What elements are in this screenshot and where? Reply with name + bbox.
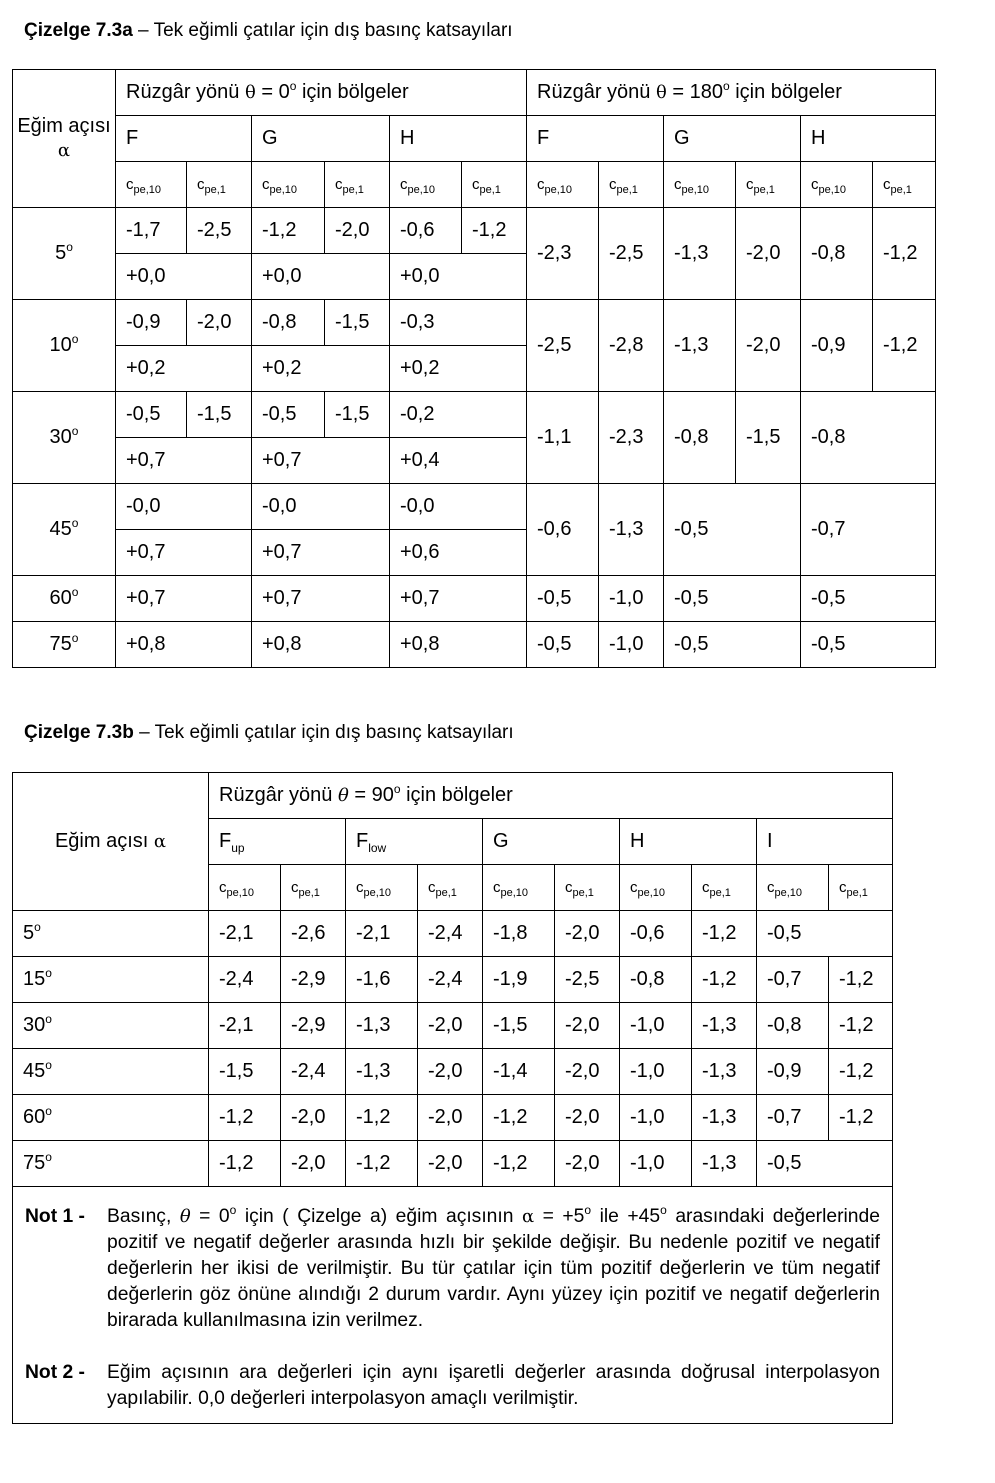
zone-g: G <box>252 116 390 162</box>
table-row <box>13 1095 893 1141</box>
value-cell: -1,3 <box>664 208 736 300</box>
note-1-label: Not 1 - <box>25 1206 85 1227</box>
cpe10-header: $c_{pe,10}$ <box>346 865 418 911</box>
value-cell: -2,1 <box>209 1003 281 1049</box>
cpe10-header: $c_{pe,10}$ <box>664 162 736 208</box>
value-cell: -1,5 <box>325 392 390 438</box>
note-2-label: Not 2 - <box>25 1362 85 1383</box>
value-cell: -0,5 <box>116 392 187 438</box>
wind-dir-90-header: Rüzgâr yönü $\theta = 90^o$ için bölgeler <box>209 773 893 819</box>
value-cell: +0,8 <box>252 622 390 668</box>
zone-h-180: H <box>801 116 936 162</box>
value-cell: -2,0 <box>555 1141 620 1187</box>
table-a-caption-text: – Tek eğimli çatılar için dış basınç katsayıları <box>132 20 513 41</box>
value-cell: -1,2 <box>346 1141 418 1187</box>
zone-f-180: F <box>527 116 664 162</box>
value-cell: -2,0 <box>187 300 252 346</box>
value-cell: -0,0 <box>390 484 527 530</box>
value-cell: +0,7 <box>252 576 390 622</box>
angle-cell: 60$^o$ <box>13 576 116 622</box>
value-cell: -1,2 <box>209 1095 281 1141</box>
value-cell: +0,0 <box>390 254 527 300</box>
value-cell: -0,9 <box>801 300 873 392</box>
value-cell: -2,4 <box>418 957 483 1003</box>
value-cell: -0,8 <box>620 957 692 1003</box>
angle-cell: 75$^o$ <box>13 622 116 668</box>
table-row <box>13 957 893 1003</box>
value-cell: -0,8 <box>757 1003 829 1049</box>
angle-cell: 60$^o$ <box>13 1095 209 1141</box>
value-cell: -0,9 <box>116 300 187 346</box>
value-cell: +0,4 <box>390 438 527 484</box>
zone-g: G <box>483 819 620 865</box>
value-cell: -1,6 <box>346 957 418 1003</box>
value-cell: -0,5 <box>757 911 893 957</box>
angle-cell: 45$^o$ <box>13 1049 209 1095</box>
angle-cell: 30$^o$ <box>13 392 116 484</box>
cpe10-header: $c_{pe,10}$ <box>483 865 555 911</box>
value-cell: -2,3 <box>599 392 664 484</box>
table-b-caption <box>24 722 514 744</box>
value-cell: +0,7 <box>252 530 390 576</box>
value-cell: -2,4 <box>418 911 483 957</box>
value-cell: -0,5 <box>664 622 801 668</box>
value-cell: -2,5 <box>187 208 252 254</box>
value-cell: +0,2 <box>116 346 252 392</box>
value-cell: -1,3 <box>599 484 664 576</box>
value-cell: -0,0 <box>252 484 390 530</box>
value-cell: -2,0 <box>281 1095 346 1141</box>
value-cell: -1,2 <box>829 957 893 1003</box>
coefficient-header-row <box>13 162 936 208</box>
value-cell: -2,0 <box>418 1049 483 1095</box>
value-cell: +0,7 <box>116 576 252 622</box>
value-cell: -1,3 <box>692 1049 757 1095</box>
table-row <box>13 1049 893 1095</box>
value-cell: -1,1 <box>527 392 599 484</box>
zone-flow: $F_{low}$ <box>346 819 483 865</box>
value-cell: -0,6 <box>527 484 599 576</box>
value-cell: -1,8 <box>483 911 555 957</box>
value-cell: -1,2 <box>829 1003 893 1049</box>
angle-cell: 10$^o$ <box>13 300 116 392</box>
value-cell: -2,4 <box>209 957 281 1003</box>
value-cell: -0,7 <box>757 1095 829 1141</box>
value-cell: -2,9 <box>281 957 346 1003</box>
zone-g-180: G <box>664 116 801 162</box>
value-cell: -0,8 <box>801 392 936 484</box>
table-row <box>13 300 936 346</box>
value-cell: -2,9 <box>281 1003 346 1049</box>
value-cell: -1,2 <box>873 208 936 300</box>
cpe10-header: $c_{pe,10}$ <box>527 162 599 208</box>
value-cell: -2,0 <box>418 1095 483 1141</box>
value-cell: -1,2 <box>209 1141 281 1187</box>
value-cell: -2,5 <box>599 208 664 300</box>
value-cell: -2,5 <box>527 300 599 392</box>
value-cell: -2,3 <box>527 208 599 300</box>
cpe10-header: $c_{pe,10}$ <box>209 865 281 911</box>
value-cell: -1,2 <box>829 1095 893 1141</box>
table-b-caption-label: Çizelge 7.3b <box>24 722 134 743</box>
value-cell: -0,5 <box>664 484 801 576</box>
value-cell: +0,0 <box>252 254 390 300</box>
cpe1-header: $c_{pe,1}$ <box>325 162 390 208</box>
value-cell: -0,5 <box>801 576 936 622</box>
value-cell: -0,6 <box>390 208 462 254</box>
value-cell: -2,0 <box>555 1003 620 1049</box>
value-cell: -2,0 <box>418 1003 483 1049</box>
cpe10-header: $c_{pe,10}$ <box>252 162 325 208</box>
value-cell: -1,3 <box>346 1049 418 1095</box>
cpe1-header: $c_{pe,1}$ <box>462 162 527 208</box>
value-cell: -1,0 <box>599 622 664 668</box>
note-2-text: Eğim açısının ara değerleri için aynı işaretli değerler arasında doğrusal interpolasyon yapılabilir. 0,0 değerleri interpolasyon amaçlı verilmiştir. <box>107 1362 880 1409</box>
value-cell: -0,7 <box>801 484 936 576</box>
value-cell: -2,5 <box>555 957 620 1003</box>
angle-cell: 30$^o$ <box>13 1003 209 1049</box>
value-cell: -2,0 <box>418 1141 483 1187</box>
value-cell: -2,8 <box>599 300 664 392</box>
value-cell: -1,5 <box>483 1003 555 1049</box>
value-cell: -1,2 <box>483 1095 555 1141</box>
zone-i: I <box>757 819 893 865</box>
value-cell: -0,2 <box>390 392 527 438</box>
table-row <box>13 576 936 622</box>
value-cell: -0,5 <box>252 392 325 438</box>
table-a-caption <box>24 20 513 42</box>
value-cell: +0,2 <box>252 346 390 392</box>
value-cell: -2,6 <box>281 911 346 957</box>
value-cell: -1,0 <box>620 1095 692 1141</box>
value-cell: +0,7 <box>390 576 527 622</box>
table-a <box>12 69 936 668</box>
angle-cell: 5$^o$ <box>13 911 209 957</box>
value-cell: -0,3 <box>390 300 527 346</box>
cpe10-header: $c_{pe,10}$ <box>116 162 187 208</box>
value-cell: -1,3 <box>664 300 736 392</box>
value-cell: -0,9 <box>757 1049 829 1095</box>
value-cell: -1,9 <box>483 957 555 1003</box>
value-cell: -1,2 <box>829 1049 893 1095</box>
table-row <box>13 1003 893 1049</box>
cpe1-header: $c_{pe,1}$ <box>281 865 346 911</box>
value-cell: -0,5 <box>664 576 801 622</box>
value-cell: -2,0 <box>325 208 390 254</box>
value-cell: -1,3 <box>692 1141 757 1187</box>
value-cell: -1,2 <box>462 208 527 254</box>
value-cell: -2,0 <box>555 1095 620 1141</box>
value-cell: -1,5 <box>209 1049 281 1095</box>
value-cell: -1,0 <box>620 1003 692 1049</box>
value-cell: -1,3 <box>692 1095 757 1141</box>
value-cell: -2,0 <box>555 911 620 957</box>
value-cell: +0,7 <box>116 438 252 484</box>
value-cell: -2,0 <box>736 300 801 392</box>
cpe1-header: $c_{pe,1}$ <box>873 162 936 208</box>
value-cell: +0,8 <box>390 622 527 668</box>
value-cell: -1,3 <box>346 1003 418 1049</box>
value-cell: -2,0 <box>736 208 801 300</box>
note-1 <box>25 1204 880 1334</box>
value-cell: -1,2 <box>873 300 936 392</box>
value-cell: -1,0 <box>620 1141 692 1187</box>
table-b-caption-text: – Tek eğimli çatılar için dış basınç katsayıları <box>133 722 514 743</box>
value-cell: -1,2 <box>252 208 325 254</box>
value-cell: -0,5 <box>527 622 599 668</box>
table-b <box>12 772 893 1424</box>
value-cell: -0,5 <box>527 576 599 622</box>
value-cell: +0,8 <box>116 622 252 668</box>
note-1-text: Basınç, $\theta = 0^o$ için ( Çizelge a) eğim açısının $\alpha = +5^o$ ile $+45^o$ arasındaki değerlerinde pozitif ve negatif değerler arasında hızlı bir şekilde değişir. Bu nedenle pozitif ve negatif değerlerin her ikisi de verilmiştir. Bu tür çatılar için tüm pozitif değerlerin ve tüm negatif değerlerin göz önüne alındığı 2 durum vardır. Aynı yüzey için pozitif ve negatif değerlerin birarada kullanılmasına izin verilmez. <box>107 1203 880 1331</box>
value-cell: -0,8 <box>801 208 873 300</box>
value-cell: -2,4 <box>281 1049 346 1095</box>
table-row <box>13 484 936 530</box>
value-cell: -0,8 <box>252 300 325 346</box>
value-cell: -1,7 <box>116 208 187 254</box>
cpe1-header: $c_{pe,1}$ <box>692 865 757 911</box>
value-cell: -1,5 <box>325 300 390 346</box>
value-cell: -1,0 <box>620 1049 692 1095</box>
cpe1-header: $c_{pe,1}$ <box>418 865 483 911</box>
zone-fup: $F_{up}$ <box>209 819 346 865</box>
value-cell: -1,2 <box>692 957 757 1003</box>
value-cell: -2,1 <box>209 911 281 957</box>
angle-header: Eğim açısı α <box>13 70 116 208</box>
cpe1-header: $c_{pe,1}$ <box>555 865 620 911</box>
table-row <box>13 208 936 254</box>
cpe10-header: $c_{pe,10}$ <box>390 162 462 208</box>
value-cell: -1,2 <box>692 911 757 957</box>
value-cell: +0,6 <box>390 530 527 576</box>
value-cell: -0,7 <box>757 957 829 1003</box>
value-cell: -1,5 <box>187 392 252 438</box>
value-cell: -1,5 <box>736 392 801 484</box>
value-cell: +0,7 <box>116 530 252 576</box>
value-cell: -2,0 <box>555 1049 620 1095</box>
cpe1-header: $c_{pe,1}$ <box>599 162 664 208</box>
angle-cell: 75$^o$ <box>13 1141 209 1187</box>
value-cell: +0,2 <box>390 346 527 392</box>
value-cell: -1,4 <box>483 1049 555 1095</box>
value-cell: -0,8 <box>664 392 736 484</box>
cpe1-header: $c_{pe,1}$ <box>187 162 252 208</box>
value-cell: -0,6 <box>620 911 692 957</box>
table-row <box>13 392 936 438</box>
cpe10-header: $c_{pe,10}$ <box>757 865 829 911</box>
zone-h: H <box>390 116 527 162</box>
cpe1-header: $c_{pe,1}$ <box>736 162 801 208</box>
note-2 <box>25 1360 880 1412</box>
notes-cell <box>13 1187 893 1424</box>
cpe1-header: $c_{pe,1}$ <box>829 865 893 911</box>
cpe10-header: $c_{pe,10}$ <box>620 865 692 911</box>
wind-dir-0-header: Rüzgâr yönü $\theta = 0^o$ için bölgeler <box>116 70 527 116</box>
zone-h: H <box>620 819 757 865</box>
zone-f: F <box>116 116 252 162</box>
cpe10-header: $c_{pe,10}$ <box>801 162 873 208</box>
table-a-caption-label: Çizelge 7.3a <box>24 20 133 41</box>
table-row <box>13 911 893 957</box>
angle-cell: 15$^o$ <box>13 957 209 1003</box>
value-cell: -2,1 <box>346 911 418 957</box>
table-row <box>13 622 936 668</box>
value-cell: -1,2 <box>483 1141 555 1187</box>
wind-dir-180-header: Rüzgâr yönü $\theta = 180^o$ için bölgeler <box>527 70 936 116</box>
table-row <box>13 1141 893 1187</box>
value-cell: -0,0 <box>116 484 252 530</box>
value-cell: +0,0 <box>116 254 252 300</box>
value-cell: -0,5 <box>757 1141 893 1187</box>
value-cell: -1,2 <box>346 1095 418 1141</box>
value-cell: -1,3 <box>692 1003 757 1049</box>
angle-cell: 5$^o$ <box>13 208 116 300</box>
value-cell: -2,0 <box>281 1141 346 1187</box>
value-cell: -1,0 <box>599 576 664 622</box>
value-cell: +0,7 <box>252 438 390 484</box>
angle-header: Eğim açısı α <box>13 773 209 911</box>
value-cell: -0,5 <box>801 622 936 668</box>
angle-cell: 45$^o$ <box>13 484 116 576</box>
